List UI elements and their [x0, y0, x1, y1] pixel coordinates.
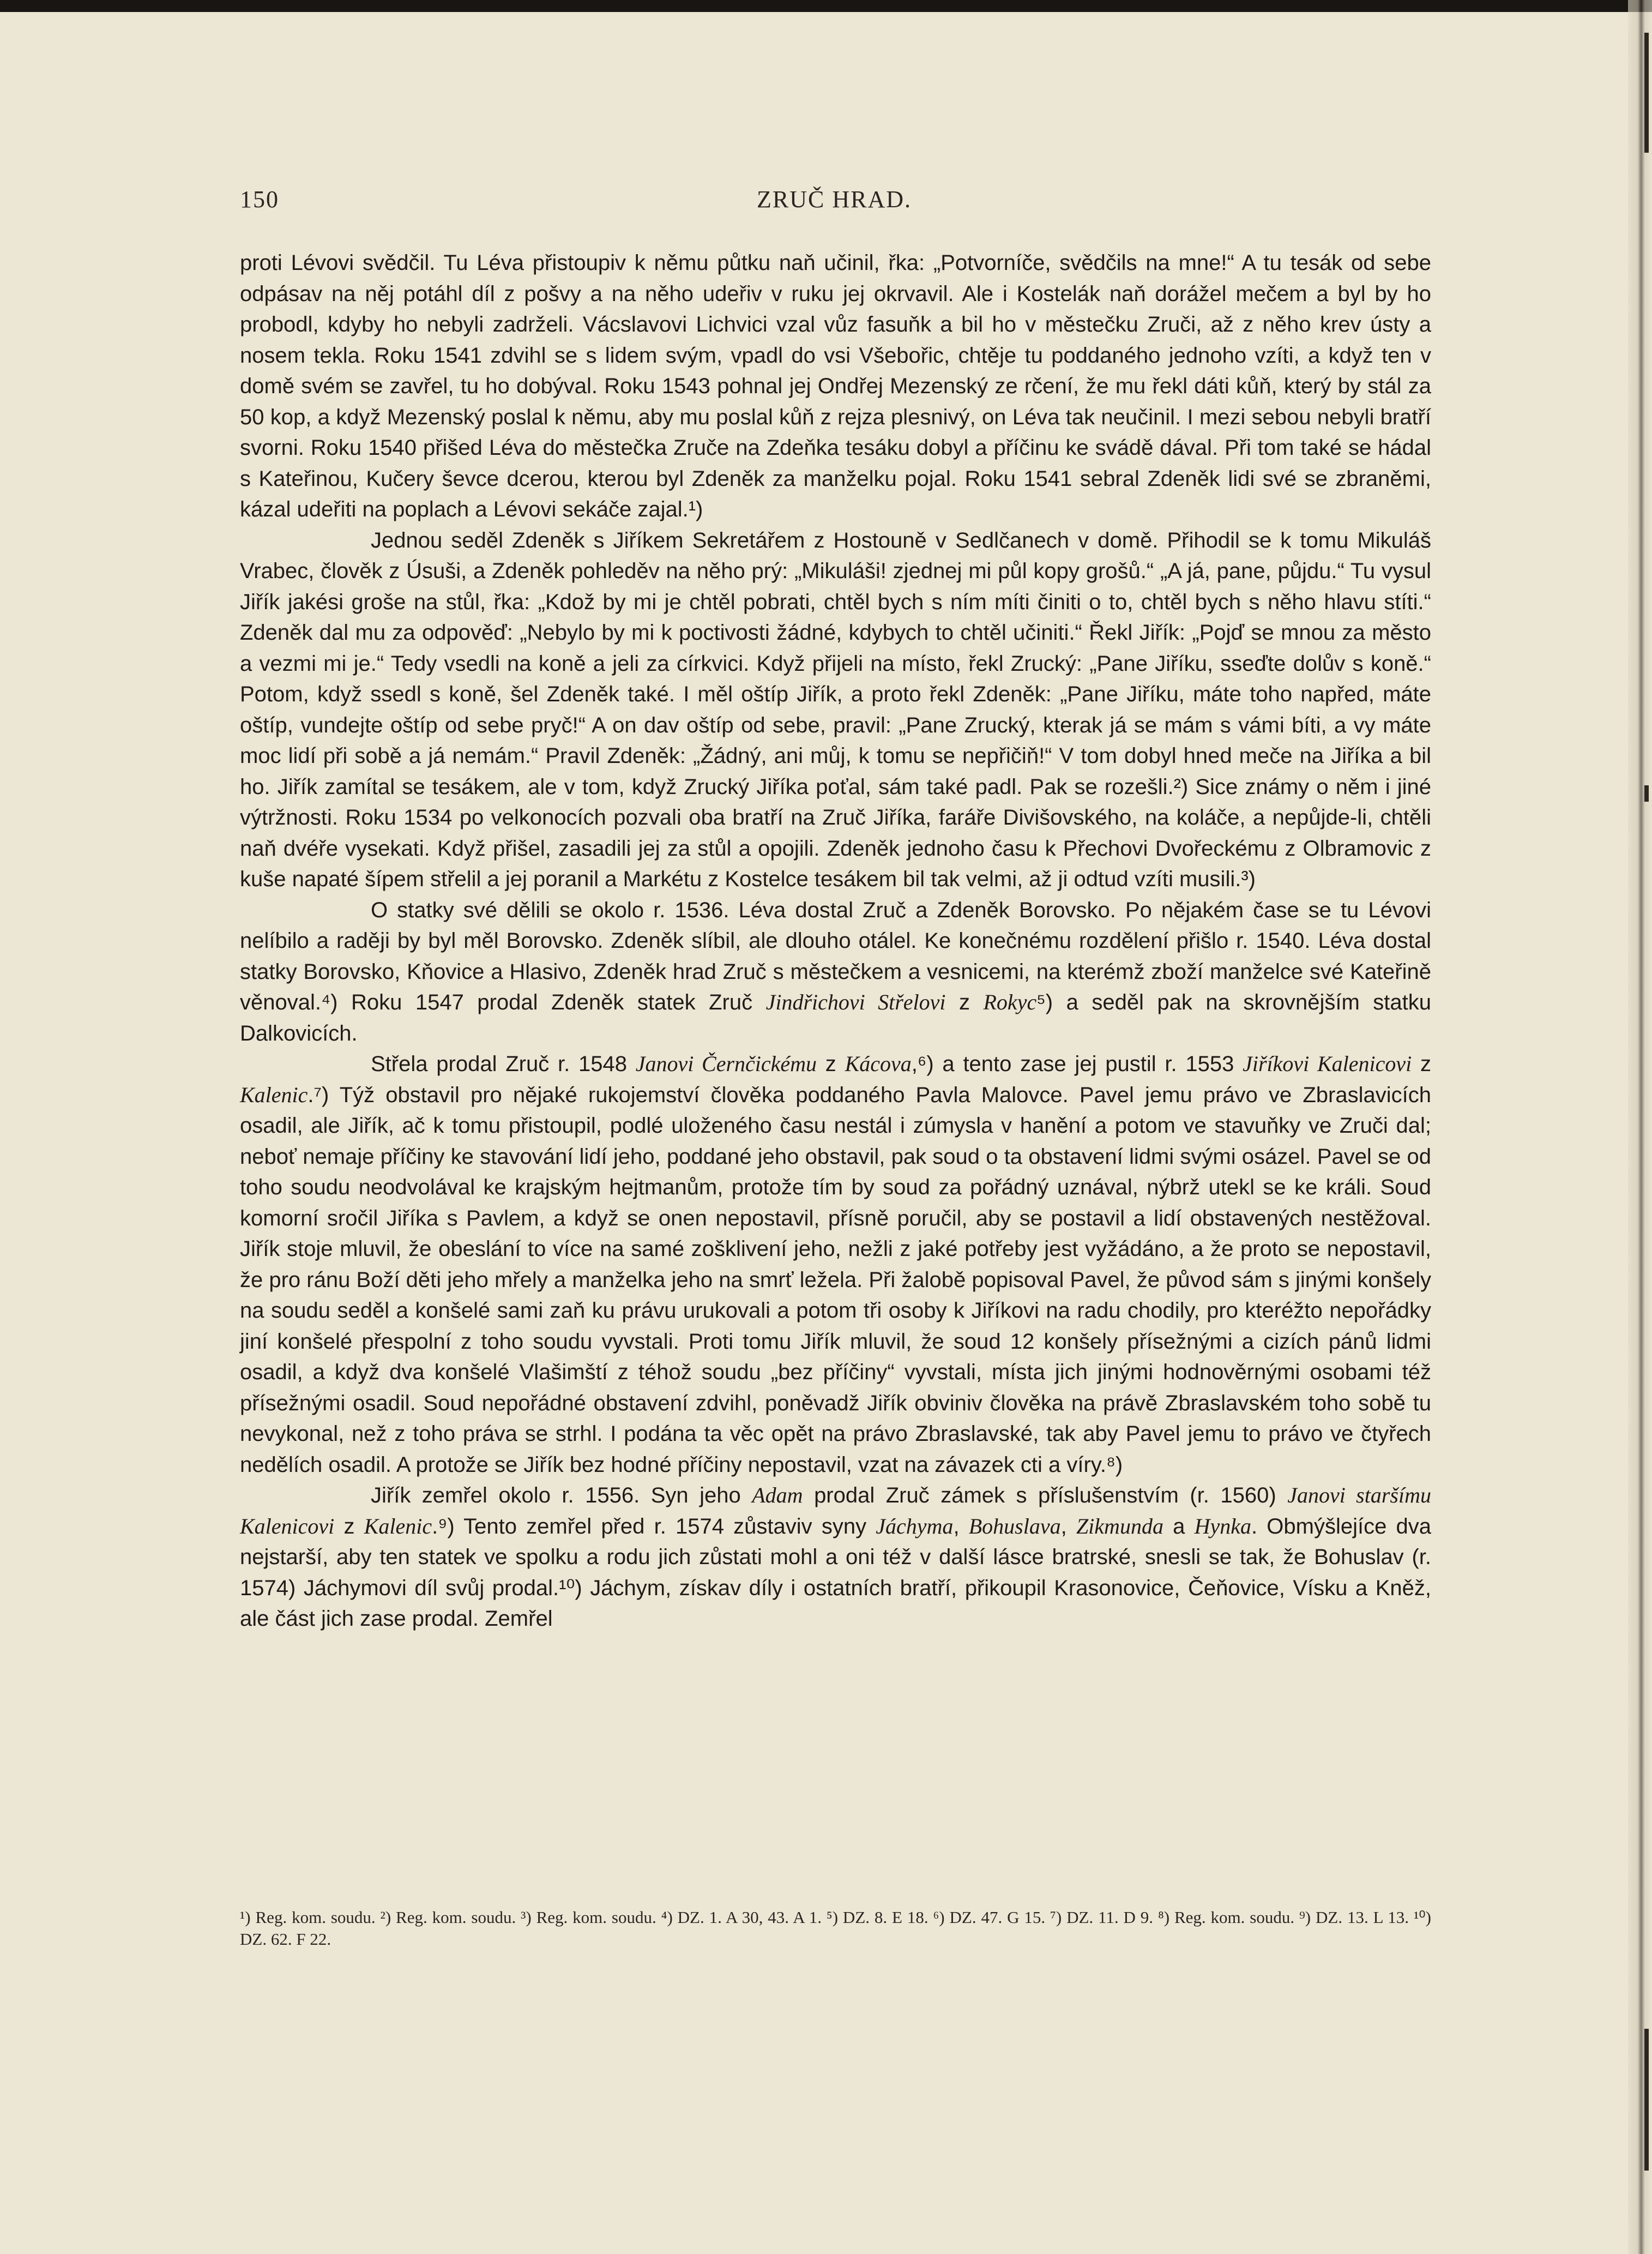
- person-name: Adam: [752, 1483, 803, 1507]
- text-run: prodal Zruč zámek s příslušenstvím (r. 1560): [803, 1483, 1288, 1507]
- page-number: 150: [240, 186, 279, 213]
- paragraph: [240, 1480, 1431, 1634]
- footnotes: [240, 1907, 1431, 1950]
- text-run: ,: [953, 1514, 969, 1538]
- person-name: Jáchyma: [876, 1513, 954, 1538]
- footnote-text: ¹) Reg. kom. soudu. ²) Reg. kom. soudu. ³) Reg. kom. soudu. ⁴) DZ. 1. A 30, 43. A 1. ⁵) DZ. 8. E 18. ⁶) DZ. 47. G 15. ⁷) DZ. 11. D 9. ⁸) Reg. kom. soudu. ⁹) DZ. 13. L 13. ¹⁰) DZ. 62. F 22.: [240, 1908, 1431, 1949]
- scan-top-edge: [0, 0, 1652, 12]
- person-name: Jindřichovi Střelovi: [765, 990, 946, 1014]
- paragraph: [240, 1049, 1431, 1480]
- paragraph: [240, 895, 1431, 1049]
- place-name: Kácova: [845, 1051, 912, 1076]
- scan-edge-mark: [1644, 2029, 1649, 2171]
- text-run: ,: [1060, 1514, 1076, 1538]
- text-run: z: [1412, 1052, 1432, 1076]
- text-run: ,⁶) a tento zase jej pustil r. 1553: [911, 1052, 1243, 1076]
- scan-binding-edge: [1628, 0, 1652, 2254]
- person-name: Janovi staršímu Kalenicovi: [240, 1483, 1431, 1538]
- person-name: Bohuslava: [968, 1513, 1061, 1538]
- text-run: Střela prodal Zruč r. 1548: [371, 1052, 636, 1076]
- text-run: O statky své dělili se okolo r. 1536. Léva dostal Zruč a Zdeněk Borovsko. Po nějakém čase se tu Lévovi nelíbilo a raději by byl měl Borovsko. Zdeněk slíbil, ale dlouho otálel. Ke konečnému rozdělení přišlo r. 1540. Léva dostal statky Borovsko, Kňovice a Hlasivo, Zdeněk hrad Zruč s městečkem a vesnicemi, na kterémž zboží manželce své Kateřině věnoval.⁴) Roku 1547 prodal Zdeněk statek Zruč: [240, 898, 1431, 1014]
- text-run: a: [1163, 1514, 1195, 1538]
- place-name: Rokyc: [983, 990, 1037, 1014]
- text-run: z: [334, 1514, 364, 1538]
- text-run: .⁷) Týž obstavil pro nějaké rukojemství člověka poddaného Pavla Malovce. Pavel jemu právo ve Zbraslavicích osadil, ale Jiřík, ač k tomu přistoupil, podlé uloženého času nestál i zúmysla v hanění a potom ve stavuňky ve Zruči dal; neboť nemaje příčiny ke stavování lidí jeho, poddané jeho obstavil, pak soud o ta obstavení lidmi svými osázel. Pavel se od toho soudu neodvolával ke krajským hejtmanům, protože tím by soud za pořádný uznával, nýbrž utekl se ke králi. Soud komorní sročil Jiříka s Pavlem, a když se onen nepostavil, přísně poručil, aby se postavil a lidí obstavených nestěžoval. Jiřík stoje mluvil, že obeslání to více na samé zošklivení jeho, nežli z jaké potřeby jest vyžádáno, a že proto se nepostavil, že pro ránu Boží děti jeho mřely a manželka jeho na smrť ležela. Při žalobě popisoval Pavel, že původ sám s jinými konšely na soudu seděl a konšelé sami zaň ku právu urukovali a potom tři osoby k Jiříkovi na radu chodily, pro kteréžto nepořádky jiní konšelé přespolní z toho soudu vyvstali. Proti tomu Jiřík mluvil, že soud 12 konšely přísežnými a cizích pánů lidmi osadil, a když dva konšelé Vlašimští z téhož soudu „bez příčiny“ vyvstali, místa jich jinými hodnověrnými osobami též přísežnými osadil. Soud nepořádné obstavení zdvihl, poněvadž Jiřík obviniv člověka na právě Zbraslavském toho sobě tu nevykonal, než z toho práva se strhl. I podána ta věc opět na právo Zbraslavské, tak aby Pavel jemu to právo ve čtyřech nedělích osadil. A protože se Jiřík bez hodné příčiny nepostavil, vzat na závazek cti a víry.⁸): [240, 1083, 1431, 1477]
- page-header: [240, 180, 1428, 224]
- person-name: Hynka: [1194, 1513, 1251, 1538]
- person-name: Zikmunda: [1076, 1513, 1163, 1538]
- paragraph: proti Lévovi svědčil. Tu Léva přistoupiv k němu půtku naň učinil, řka: „Potvorníče, svědčils na mne!“ A tu tesák od sebe odpásav na něj potáhl díl z pošvy a na něho udeřiv v ruku jej okrvavil. Ale i Kostelák naň dorážel mečem a byl by ho probodl, kdyby ho nebyli zadrželi. Vácslavovi Lichvici vzal vůz fasuňk a bil ho v městečku Zruči, až z něho krev ústy a nosem tekla. Roku 1541 zdvihl se s lidem svým, vpadl do vsi Všebořic, chtěje tu poddaného jednoho vzíti, a když ten v domě svém se zavřel, tu ho dobýval. Roku 1543 pohnal jej Ondřej Mezenský ze rčení, že mu řekl dáti kůň, který by stál za 50 kop, a když Mezenský poslal k němu, aby mu poslal kůň z rejza plesnivý, on Léva tak neučinil. I mezi sebou nebyli bratří svorni. Roku 1540 přišed Léva do městečka Zruče na Zdeňka tesáku dobyl a příčinu ke svádě dával. Při tom také se hádal s Kateřinou, Kučery ševce dcerou, kterou byl Zdeněk za manželku pojal. Roku 1541 sebral Zdeněk lidi své se zbraněmi, kázal udeřiti na poplach a Lévovi sekáče zajal.¹): [240, 251, 1431, 521]
- text-run: .⁹) Tento zemřel před r. 1574 zůstaviv syny: [432, 1514, 876, 1538]
- body-text: [240, 248, 1431, 1634]
- text-run: z: [945, 990, 984, 1014]
- place-name: Kalenic: [240, 1082, 308, 1107]
- running-head: ZRUČ HRAD.: [756, 186, 912, 213]
- text-run: . Obmýšlejíce dva nejstarší, aby ten statek ve spolku a rodu jich zůstati mohl a oni též v další lásce bratrské, snesli se tak, že Bohuslav (r. 1574) Jáchymovi díl svůj prodal.¹⁰) Jáchym, získav díly i ostatních bratří, přikoupil Krasonovice, Čeňovice, Vísku a Kněž, ale část jich zase prodal. Zemřel: [240, 1514, 1432, 1631]
- text-run: ⁵) a seděl pak na skrovnějším statku Dalkovicích.: [240, 990, 1431, 1045]
- place-name: Kalenic: [364, 1513, 432, 1538]
- person-name: Janovi Černčickému: [635, 1051, 817, 1076]
- text-run: Jiřík zemřel okolo r. 1556. Syn jeho: [371, 1483, 752, 1507]
- person-name: Jiříkovi Kalenicovi: [1243, 1051, 1412, 1076]
- paragraph: Jednou seděl Zdeněk s Jiříkem Sekretářem z Hostouně v Sedlčanech v domě. Přihodil se k tomu Mikuláš Vrabec, člověk z Úsuši, a Zdeněk pohleděv na něho prý: „Mikuláši! zjednej mi půl kopy grošů.“ „A já, pane, půjdu.“ Tu vysul Jiřík jakési groše na stůl, řka: „Kdož by mi je chtěl pobrati, chtěl bych s ním míti činiti o to, chtěl bych s něho hlavu stíti.“ Zdeněk dal mu za odpověď: „Nebylo by mi k poctivosti žádné, kdybych to chtěl učiniti.“ Řekl Jiřík: „Pojď se mnou za město a vezmi mi je.“ Tedy vsedli na koně a jeli za církvici. Když přijeli na místo, řekl Zrucký: „Pane Jiříku, sseďte dolův s koně.“ Potom, když ssedl s koně, šel Zdeněk také. I měl oštíp Jiřík, a proto řekl Zdeněk: „Pane Jiříku, máte toho napřed, máte oštíp, vundejte oštíp od sebe pryč!“ A on dav oštíp od sebe, pravil: „Pane Zrucký, kterak já se mám s vámi bíti, a vy máte moc lidí při sobě a já nemám.“ Pravil Zdeněk: „Žádný, ani můj, k tomu se nepřičiň!“ V tom dobyl hned meče na Jiříka a bil ho. Jiřík zamítal se tesákem, ale v tom, když Zrucký Jiříka poťal, sám také padl. Pak se rozešli.²) Sice známy o něm i jiné výtržnosti. Roku 1534 po velkonocích pozvali oba bratří na Zruč Jiříka, faráře Divišovského, na koláče, a nepůjde-li, chtěli naň dvéře vysekati. Když přišel, zasadili jej za stůl a opojili. Zdeněk jednoho času k Přechovi Dvořeckému z Olbramovic z kuše napaté šípem střelil a jej poranil a Markétu z Kostelce tesákem bil tak velmi, až ji odtud vzíti musili.³): [240, 528, 1431, 891]
- text-run: z: [817, 1052, 845, 1076]
- scan-edge-mark: [1644, 785, 1649, 802]
- scan-edge-mark: [1644, 33, 1649, 153]
